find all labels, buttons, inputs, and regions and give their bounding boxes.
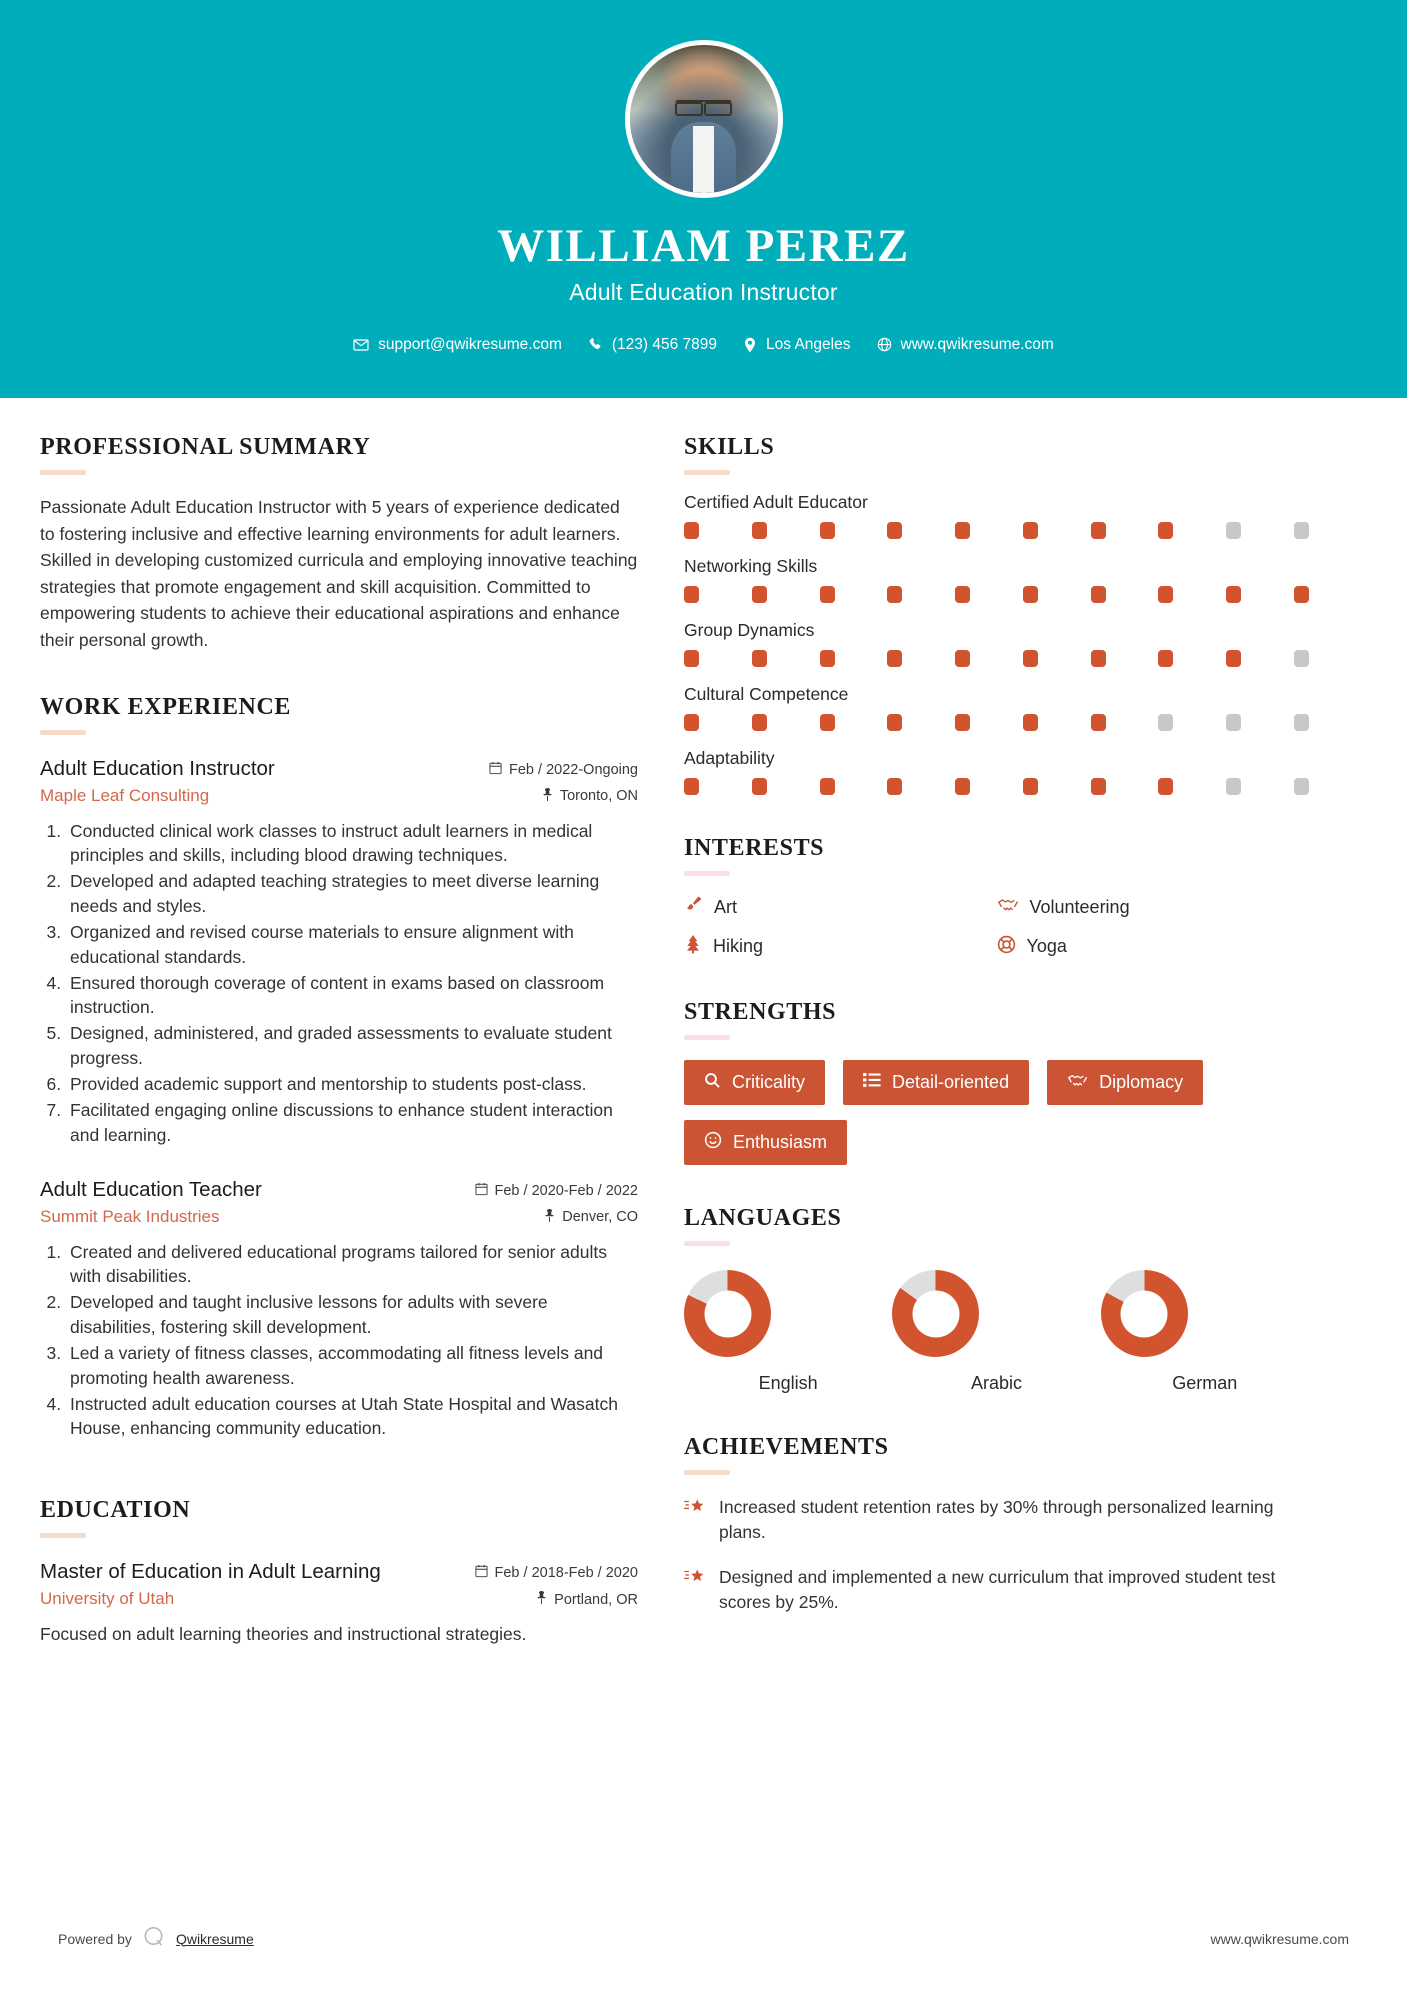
skill-dot [1091,522,1106,539]
handshake-icon [997,895,1019,919]
skill-dot [684,778,699,795]
skill-item [684,748,1309,795]
donut-ring [684,1270,771,1357]
strength-pill-detail-oriented[interactable] [843,1060,1029,1105]
contact-phone-text: (123) 456 7899 [611,335,718,353]
language-donut-chart [1101,1270,1188,1357]
bullet-item: 3. Organized and revised course materials to ensure alignment with educational standards. [66,920,638,970]
handshake-icon [1067,1071,1088,1094]
strength-label: Criticality [732,1072,806,1092]
section-rule [684,1470,730,1475]
education-degree: Master of Education in Adult Learning [40,1560,381,1584]
bullet-item: 2. Developed and taught inclusive lessons for adults with severe disabilities, fostering skill development. [66,1290,638,1340]
tree-icon [684,934,702,959]
languages-list [684,1270,1309,1394]
star-burst-icon [684,1567,706,1615]
language-item [892,1270,1100,1394]
skill-item [684,492,1309,539]
experience-location [542,788,638,805]
skill-dot [820,522,835,539]
section-strengths [684,999,1309,1165]
skill-dot [1226,714,1241,731]
skill-dot [820,650,835,667]
skill-rating [684,522,1309,539]
skill-dot [955,650,970,667]
skill-dot [1294,650,1309,667]
skill-dot [820,778,835,795]
interest-item-yoga [997,934,1310,959]
smiley-icon [704,1131,722,1154]
skill-dot [1294,714,1309,731]
powered-by [58,1925,254,1952]
skill-rating [684,778,1309,795]
interest-label: Hiking [713,936,764,956]
avatar-photo [630,45,778,193]
skill-dot [752,778,767,795]
strength-pill-enthusiasm[interactable] [684,1120,847,1165]
section-achievements [684,1434,1309,1614]
section-title-education: EDUCATION [40,1497,191,1524]
experience-entry [40,1178,638,1442]
section-title-languages: LANGUAGES [684,1205,842,1231]
education-location-text: Portland, OR [554,1591,638,1608]
skill-dot [1294,522,1309,539]
skill-dot [1294,778,1309,795]
skill-dot [1158,586,1173,603]
star-burst-icon [684,1497,706,1545]
bullet-item: 7. Facilitated engaging online discussions to enhance student interaction and learning. [66,1098,638,1148]
education-school: University of Utah [40,1589,175,1609]
pin-icon [544,1209,555,1226]
pin-icon [542,788,553,805]
experience-company: Maple Leaf Consulting [40,785,210,805]
contact-location-text: Los Angeles [766,335,851,353]
section-title-skills: SKILLS [684,434,775,460]
section-rule [40,1533,86,1538]
bullet-item: 5. Designed, administered, and graded assessments to evaluate student progress. [66,1021,638,1071]
skill-dot [955,586,970,603]
powered-by-label: Powered by [58,1930,132,1947]
list-icon [863,1072,881,1093]
skill-dot [752,586,767,603]
experience-entry-header [40,757,638,781]
skill-dot [820,714,835,731]
interest-label: Yoga [1026,936,1067,956]
skill-item [684,684,1309,731]
bullet-item: 3. Led a variety of fitness classes, accommodating all fitness levels and promoting health awareness. [66,1341,638,1391]
language-label: German [1172,1373,1238,1393]
language-item [1101,1270,1309,1394]
strength-label: Detail-oriented [892,1072,1010,1092]
contact-phone[interactable] [580,336,725,354]
skill-dot [1091,778,1106,795]
skill-dot [684,650,699,667]
calendar-icon [475,1182,488,1200]
contact-row [0,336,1407,354]
skill-dot [1226,650,1241,667]
skill-dot [1158,714,1173,731]
skill-dot [1226,778,1241,795]
skill-rating [684,586,1309,603]
experience-dates-text: Feb / 2022-Ongoing [509,761,638,778]
section-rule [684,1241,730,1246]
bullet-item: 1. Conducted clinical work classes to instruct adult learners in medical principles and skills, including blood drawing techniques. [66,819,638,869]
map-pin-icon [743,337,757,353]
job-title: Adult Education Instructor [569,278,838,305]
language-label: English [758,1373,818,1393]
skill-dot [752,522,767,539]
interest-item-hiking [684,934,997,959]
achievement-item [684,1565,1309,1615]
interest-item-volunteering [997,895,1310,919]
education-location [536,1591,638,1608]
skill-dot [887,714,902,731]
language-donut-chart [684,1270,771,1357]
contact-location[interactable] [735,336,858,354]
bullet-item: 6. Provided academic support and mentorship to students post-class. [66,1072,638,1097]
education-entry-header [40,1560,638,1584]
experience-entry [40,757,638,1148]
education-dates-text: Feb / 2018-Feb / 2020 [494,1565,638,1582]
donut-ring [892,1270,979,1357]
section-title-interests: INTERESTS [684,835,825,861]
skill-dot [684,714,699,731]
interest-item-art [684,895,997,919]
contact-email-text: support@qwikresume.com [378,335,562,353]
right-column [684,434,1309,1648]
resume-header [0,0,1407,398]
section-title-strengths: STRENGTHS [684,999,837,1025]
bullet-item: 2. Developed and adapted teaching strategies to meet diverse learning needs and styles. [66,869,638,919]
education-dates [475,1564,639,1582]
skill-dot [1294,586,1309,603]
bullet-item: 4. Instructed adult education courses at Utah State Hospital and Wasatch House, enhancing community education. [66,1392,638,1442]
skill-dot [887,650,902,667]
strength-pill-diplomacy[interactable] [1047,1060,1203,1105]
section-title-achievements: ACHIEVEMENTS [684,1434,889,1460]
phone-icon [588,337,603,352]
experience-location-text: Denver, CO [562,1209,638,1226]
experience-entry-sub [40,786,638,806]
strengths-list [684,1060,1309,1165]
achievement-item [684,1495,1309,1545]
page-footer [0,1925,1407,1952]
experience-entry-sub [40,1207,638,1227]
section-title-summary: PROFESSIONAL SUMMARY [40,434,371,460]
strength-label: Diplomacy [1099,1072,1184,1092]
skill-dot [1158,650,1173,667]
skill-label: Adaptability [684,748,775,768]
contact-website-text: www.qwikresume.com [900,335,1054,353]
education-note: Focused on adult learning theories and instructional strategies. [40,1624,527,1645]
skill-item [684,620,1309,667]
education-entry [40,1560,638,1647]
language-label: Arabic [970,1373,1022,1393]
experience-role: Adult Education Teacher [40,1177,262,1201]
donut-ring [1101,1270,1188,1357]
contact-email[interactable] [345,336,570,354]
pin-icon [536,1591,547,1608]
skill-dot [887,586,902,603]
skill-dot [1023,778,1038,795]
lifebuoy-icon [997,935,1016,959]
section-interests [684,835,1309,959]
strength-label: Enthusiasm [733,1132,828,1152]
skill-item [684,556,1309,603]
skill-dot [955,778,970,795]
skill-dot [1023,522,1038,539]
skill-dot [1226,522,1241,539]
skill-label: Cultural Competence [684,684,849,704]
bullet-item: 1. Created and delivered educational programs tailored for senior adults with disabilities. [66,1240,638,1290]
experience-location [544,1209,638,1226]
section-rule [684,871,730,876]
section-rule [684,1035,730,1040]
section-rule [40,470,86,475]
experience-role: Adult Education Instructor [40,756,275,780]
language-item [684,1270,892,1394]
achievement-text: Increased student retention rates by 30% through personalized learning plans. [719,1497,1274,1542]
skill-dot [820,586,835,603]
search-icon [704,1072,721,1094]
calendar-icon [475,1564,488,1582]
skill-label: Certified Adult Educator [684,492,868,512]
skill-dot [752,714,767,731]
glasses-detail [675,100,731,112]
experience-dates-text: Feb / 2020-Feb / 2022 [494,1182,638,1199]
strength-pill-criticality[interactable] [684,1060,825,1105]
bullet-item: 4. Ensured thorough coverage of content in exams based on classroom instruction. [66,971,638,1021]
avatar [625,40,783,198]
left-column [40,434,638,1648]
globe-icon [877,337,892,352]
envelope-icon [353,337,369,353]
interest-label: Volunteering [1029,896,1130,917]
section-work-experience [40,694,638,1442]
section-professional-summary [40,434,638,654]
skill-rating [684,650,1309,667]
experience-bullets [40,819,638,1148]
contact-website[interactable] [869,336,1062,354]
skill-dot [684,586,699,603]
skill-dot [955,714,970,731]
experience-dates [475,1182,639,1200]
skill-dot [1023,586,1038,603]
qwikresume-logo-icon [142,1925,166,1952]
skill-label: Networking Skills [684,556,818,576]
skill-dot [684,522,699,539]
summary-text: Passionate Adult Education Instructor with 5 years of experience dedicated to fostering inclusive and effective learning environments for adult learners. Skilled in developing customized curricula and employing innovative teaching strategies that promote engagement and skill acquisition. Committed to empowering students to achieve their educational aspirations and enhance their personal growth. [40,497,638,650]
experience-entry-header [40,1178,638,1202]
experience-dates [489,761,638,779]
section-rule [684,470,730,475]
section-languages [684,1205,1309,1394]
experience-company: Summit Peak Industries [40,1206,220,1226]
skill-dot [887,522,902,539]
section-rule [40,730,86,735]
skill-dot [1091,586,1106,603]
skill-dot [1158,778,1173,795]
section-title-experience: WORK EXPERIENCE [40,693,292,720]
resume-body [0,398,1407,1648]
skill-dot [1023,714,1038,731]
skill-dot [955,522,970,539]
footer-url: www.qwikresume.com [1210,1930,1349,1947]
interests-grid [684,895,1309,959]
skills-list [684,492,1309,795]
skill-label: Group Dynamics [684,620,815,640]
skill-dot [752,650,767,667]
experience-bullets [40,1240,638,1442]
calendar-icon [489,761,502,779]
skill-dot [1226,586,1241,603]
achievement-text: Designed and implemented a new curriculum that improved student test scores by 25%. [719,1566,1276,1612]
section-education [40,1497,638,1647]
skill-dot [1091,650,1106,667]
interest-label: Art [714,896,738,917]
language-donut-chart [892,1270,979,1357]
skill-dot [1091,714,1106,731]
page-title: WILLIAM PEREZ [497,220,910,272]
paintbrush-icon [684,895,703,919]
education-entry-sub [40,1589,638,1609]
experience-location-text: Toronto, ON [559,788,638,805]
skill-dot [1023,650,1038,667]
skill-rating [684,714,1309,731]
skill-dot [887,778,902,795]
qwikresume-link[interactable]: Qwikresume [175,1930,254,1947]
section-skills [684,434,1309,795]
skill-dot [1158,522,1173,539]
